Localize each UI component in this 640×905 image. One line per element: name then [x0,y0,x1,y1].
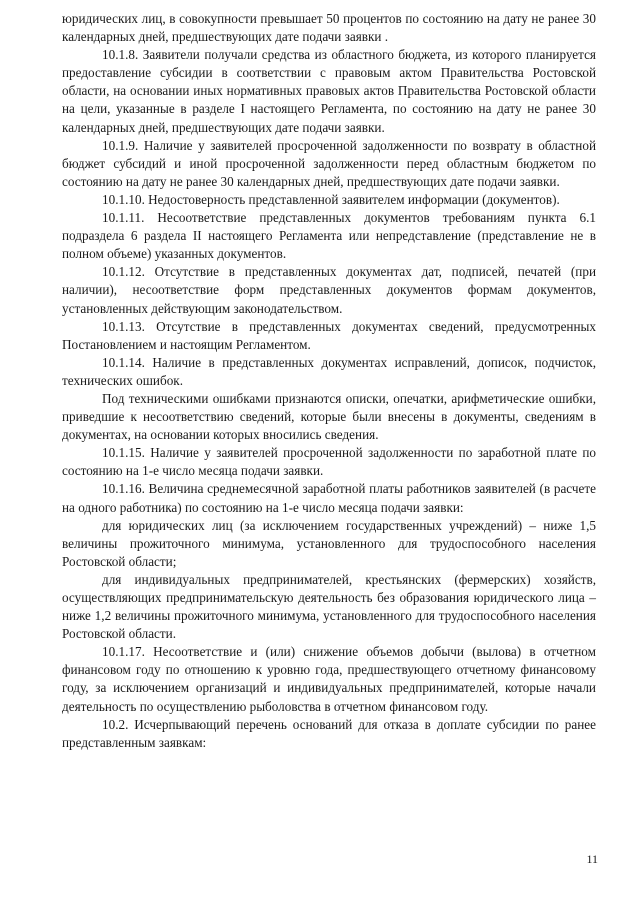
paragraph-10-1-12: 10.1.12. Отсутствие в представленных документах дат, подписей, печатей (при наличии), несоответствие форм представленных документов формам документов, установленных действующим законодательством. [62,264,596,316]
paragraph-10-1-16: 10.1.16. Величина среднемесячной заработной платы работников заявителей (в расчете на одного работника) по состоянию на 1-е число месяца подачи заявки: [62,481,596,515]
paragraph-10-1-8: 10.1.8. Заявители получали средства из областного бюджета, из которого планируется предоставление субсидии в соответствии с правовым актом Правительства Ростовской области, на основании иных нормативных правовых актов Правительства Ростовской области на цели, указанные в разделе I настоящего Регламента, по состоянию на дату не ранее 30 календарных дней, предшествующих дате подачи заявки. [62,47,596,135]
document-body [62,10,596,752]
paragraph-technical-errors: Под техническими ошибками признаются описки, опечатки, арифметические ошибки, приведшие к несоответствию сведений, которые были внесены в документы, сведениям в документах, на основании которых вносились сведения. [62,390,596,443]
paragraph-10-1-15: 10.1.15. Наличие у заявителей просроченной задолженности по заработной плате по состоянию на 1-е число месяца подачи заявки. [62,445,596,479]
paragraph-10-1-17: 10.1.17. Несоответствие и (или) снижение объемов добычи (вылова) в отчетном финансовом году по отношению к уровню года, предшествующего отчетному финансовому году, за исключением организаций и индивидуальных предпринимателей, которые начали деятельность по осуществлению рыболовства в отчетном финансовом году. [62,644,596,714]
page-number: 11 [586,852,598,866]
paragraph-10-1-14: 10.1.14. Наличие в представленных документах исправлений, дописок, подчисток, технических ошибок. [62,354,596,388]
paragraph-legal-entities: для юридических лиц (за исключением государственных учреждений) – ниже 1,5 величины прожиточного минимума, установленного для трудоспособного населения Ростовской области; [62,517,596,569]
paragraph-individual-entrepreneurs: для индивидуальных предпринимателей, крестьянских (фермерских) хозяйств, осуществляющих предпринимательскую деятельность без образования юридического лица – ниже 1,2 величины прожиточного минимума, установленного для трудоспособного населения Ростовской области. [62,571,596,642]
paragraph-10-1-11: 10.1.11. Несоответствие представленных документов требованиям пункта 6.1 подраздела 6 раздела II настоящего Регламента или непредставление (представление не в полном объеме) указанных документов. [62,210,596,262]
paragraph-10-1-13: 10.1.13. Отсутствие в представленных документах сведений, предусмотренных Постановлением и настоящим Регламентом. [62,318,596,352]
paragraph-10-1-9: 10.1.9. Наличие у заявителей просроченной задолженности по возврату в областной бюджет субсидий и иной просроченной задолженности перед областным бюджетом по состоянию на дату не ранее 30 календарных дней, предшествующих дате подачи заявки. [62,137,596,189]
paragraph-10-1-10: 10.1.10. Недостоверность представленной заявителем информации (документов). [102,191,560,207]
paragraph-continuation: юридических лиц, в совокупности превышает 50 процентов по состоянию на дату не ранее 30 календарных дней, предшествующих дате подачи заявки . [62,11,596,45]
paragraph-10-2: 10.2. Исчерпывающий перечень оснований для отказа в доплате субсидии по ранее представленным заявкам: [62,716,596,750]
